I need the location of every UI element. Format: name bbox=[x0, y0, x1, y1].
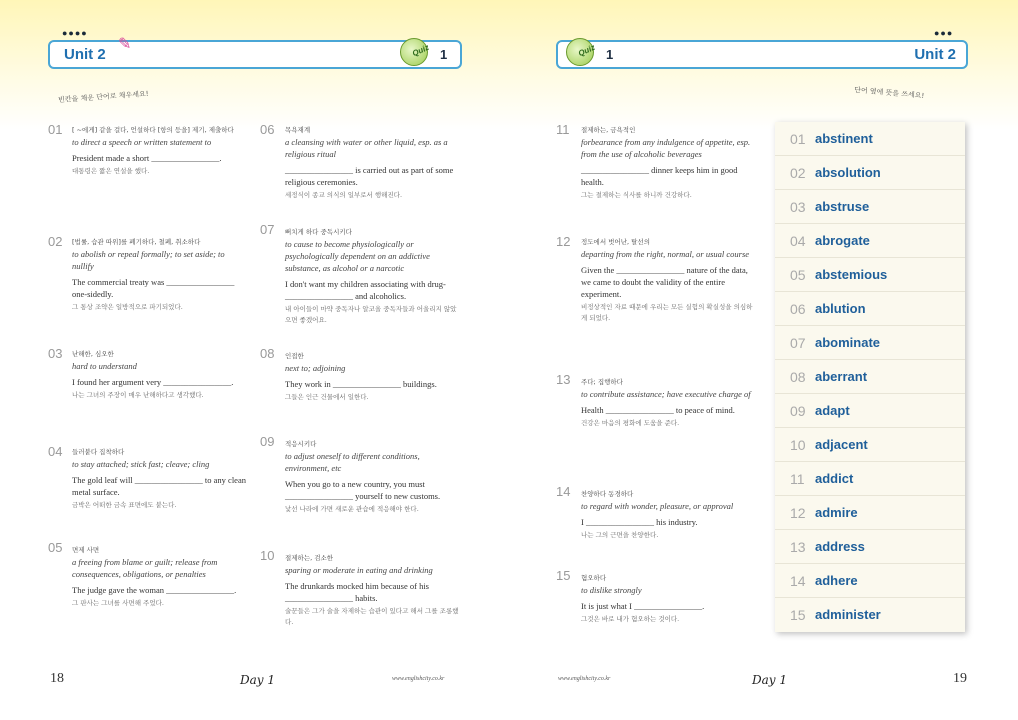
item-example: I ________________ his industry. bbox=[581, 517, 698, 527]
item-korean: [ ~에게] 같을 걸다, 언설하다 [항의 등을] 제기, 제출하다 bbox=[72, 126, 234, 134]
item-definition: a freeing from blame or guilt; release from consequences, obligations, or penalties bbox=[72, 557, 218, 579]
word-text: abominate bbox=[815, 335, 881, 350]
item-translation: 나는 그의 근면을 찬양한다. bbox=[581, 531, 659, 539]
item-translation: 그것은 바로 내가 혐오하는 것이다. bbox=[581, 615, 680, 623]
quiz-item bbox=[72, 236, 247, 313]
item-korean: 주다; 집행하다 bbox=[581, 378, 623, 386]
quiz-item bbox=[285, 124, 460, 201]
item-definition: to contribute assistance; have executive charge of bbox=[581, 389, 751, 399]
day-label: Day 1 bbox=[752, 673, 788, 687]
quiz-item bbox=[72, 348, 247, 401]
word-number: 13 bbox=[790, 539, 806, 555]
site-url: www.englishcity.co.kr bbox=[392, 676, 445, 682]
item-number: 01 bbox=[48, 122, 63, 137]
item-korean: 찬양하다 동경하다 bbox=[581, 490, 634, 498]
item-number: 13 bbox=[556, 372, 571, 387]
word-row bbox=[775, 496, 965, 530]
word-row bbox=[775, 122, 965, 156]
right-instruction: 단어 옆에 뜻을 쓰세요! bbox=[853, 85, 925, 101]
item-translation: 그 통상 조약은 일방적으로 파기되었다. bbox=[72, 303, 183, 311]
item-definition: departing from the right, normal, or usual course bbox=[581, 249, 750, 259]
item-example: The judge gave the woman ________________. bbox=[72, 585, 237, 595]
page-number: 19 bbox=[953, 671, 967, 686]
unit-title: Unit 2 bbox=[64, 46, 106, 63]
item-example: Health ________________ to peace of mind. bbox=[581, 405, 735, 415]
item-korean: 혐오하다 bbox=[581, 574, 607, 582]
item-definition: to direct a speech or written statement to bbox=[72, 137, 212, 147]
item-number: 06 bbox=[260, 122, 275, 137]
item-definition: a cleansing with water or other liquid, esp. as a religious ritual bbox=[285, 137, 448, 159]
item-translation: 금박은 어떠한 금속 표면에도 붙는다. bbox=[72, 501, 177, 509]
word-row bbox=[775, 394, 965, 428]
word-row bbox=[775, 462, 965, 496]
item-definition: sparing or moderate in eating and drinking bbox=[285, 565, 433, 575]
item-example: The gold leaf will ________________ to any clean metal surface. bbox=[72, 475, 246, 497]
item-korean: 난해한, 심오한 bbox=[72, 350, 114, 358]
word-row bbox=[775, 292, 965, 326]
unit-title: Unit 2 bbox=[914, 46, 956, 63]
word-number: 06 bbox=[790, 301, 806, 317]
word-text: addict bbox=[815, 471, 854, 486]
item-korean: [법률, 습관 따위]를 폐기하다, 철폐, 취소하다 bbox=[72, 238, 201, 246]
right-unit-header bbox=[556, 40, 968, 69]
day-label: Day 1 bbox=[240, 673, 276, 687]
quiz-item bbox=[285, 226, 460, 326]
item-korean: 절제하는, 금욕적인 bbox=[581, 126, 636, 134]
item-example: ________________ is carried out as part of some religious ceremonies. bbox=[285, 165, 454, 187]
item-korean: 인접한 bbox=[285, 352, 304, 360]
item-translation: 그는 절제하는 식사를 하니까 건강하다. bbox=[581, 191, 692, 199]
word-number: 10 bbox=[790, 437, 806, 453]
item-translation: 그들은 인근 건물에서 일한다. bbox=[285, 393, 369, 401]
word-row bbox=[775, 156, 965, 190]
quiz-number: 1 bbox=[440, 47, 448, 62]
item-definition: to regard with wonder, pleasure, or approval bbox=[581, 501, 734, 511]
item-number: 05 bbox=[48, 540, 63, 555]
item-translation: 건강은 마음의 평화에 도움을 준다. bbox=[581, 419, 680, 427]
quiz-item bbox=[581, 488, 756, 541]
item-number: 14 bbox=[556, 484, 571, 499]
word-row bbox=[775, 530, 965, 564]
quiz-label: Quiz bbox=[410, 42, 431, 59]
word-number: 14 bbox=[790, 573, 806, 589]
item-number: 02 bbox=[48, 234, 63, 249]
quiz-item bbox=[285, 552, 460, 628]
item-definition: to abolish or repeal formally; to set aside; to nullify bbox=[72, 249, 225, 271]
word-row bbox=[775, 360, 965, 394]
word-text: admire bbox=[815, 505, 858, 520]
pencil-icon: ✎ bbox=[118, 36, 132, 53]
word-number: 07 bbox=[790, 335, 806, 351]
item-example: President made a short ________________. bbox=[72, 153, 222, 163]
item-translation: 내 아이들이 마약 중독자나 알코올 중독자들과 어울리지 않았으면 좋겠어요. bbox=[285, 305, 457, 324]
word-text: abrogate bbox=[815, 233, 870, 248]
word-number: 12 bbox=[790, 505, 806, 521]
word-row bbox=[775, 224, 965, 258]
item-example: The drunkards mocked him because of his ________________ habits. bbox=[285, 581, 429, 603]
item-korean: 정도에서 벗어난, 탈선의 bbox=[581, 238, 650, 246]
item-korean: 절제하는, 검소한 bbox=[285, 554, 334, 562]
item-number: 03 bbox=[48, 346, 63, 361]
word-row bbox=[775, 326, 965, 360]
word-number: 01 bbox=[790, 131, 806, 147]
quiz-item bbox=[72, 544, 247, 609]
item-definition: to cause to become physiologically or psychologically dependent on an addictive substance, as alcohol or a narcotic bbox=[285, 239, 430, 273]
word-number: 15 bbox=[790, 607, 806, 623]
word-text: address bbox=[815, 539, 865, 554]
decorative-dots: ●●● bbox=[934, 28, 954, 38]
quiz-item bbox=[581, 124, 756, 201]
word-text: adhere bbox=[815, 573, 858, 588]
item-example: ________________ dinner keeps him in good health. bbox=[581, 165, 738, 187]
item-korean: 목욕재계 bbox=[285, 126, 311, 134]
item-translation: 낯선 나라에 가면 새로운 관습에 적응해야 한다. bbox=[285, 505, 419, 513]
word-text: adjacent bbox=[815, 437, 868, 452]
item-definition: forbearance from any indulgence of appetite, esp. from the use of alcoholic beverages bbox=[581, 137, 751, 159]
word-text: adapt bbox=[815, 403, 850, 418]
item-translation: 술꾼들은 그가 술을 자제하는 습관이 있다고 해서 그를 조롱했다. bbox=[285, 607, 459, 626]
left-instruction: 빈칸을 채운 단어로 채우세요! bbox=[57, 89, 149, 105]
item-example: They work in ________________ buildings. bbox=[285, 379, 437, 389]
item-korean: 뻐치게 하다 중독시키다 bbox=[285, 228, 352, 236]
word-row bbox=[775, 428, 965, 462]
word-row bbox=[775, 564, 965, 598]
item-definition: to stay attached; stick fast; cleave; cling bbox=[72, 459, 210, 469]
word-row bbox=[775, 190, 965, 224]
item-number: 15 bbox=[556, 568, 571, 583]
page-number: 18 bbox=[50, 671, 64, 686]
word-list-panel bbox=[775, 122, 965, 632]
quiz-item bbox=[72, 446, 247, 511]
item-korean: 면제 사면 bbox=[72, 546, 100, 554]
word-text: ablution bbox=[815, 301, 866, 316]
item-number: 11 bbox=[556, 122, 570, 137]
word-number: 09 bbox=[790, 403, 806, 419]
left-unit-header bbox=[48, 36, 462, 69]
item-korean: 적응시키다 bbox=[285, 440, 317, 448]
item-translation: 세정식이 종교 의식의 일부로서 행해진다. bbox=[285, 191, 403, 199]
item-number: 09 bbox=[260, 434, 275, 449]
item-korean: 들러붙다 집착하다 bbox=[72, 448, 125, 456]
word-text: abstinent bbox=[815, 131, 873, 146]
quiz-number: 1 bbox=[606, 47, 614, 62]
word-text: absolution bbox=[815, 165, 881, 180]
word-number: 03 bbox=[790, 199, 806, 215]
item-example: I found her argument very ________________. bbox=[72, 377, 234, 387]
item-number: 07 bbox=[260, 222, 275, 237]
item-example: The commercial treaty was ________________ one-sidedly. bbox=[72, 277, 235, 299]
item-translation: 비정상적인 자료 때문에 우리는 모든 실험의 확실성을 의심하게 되었다. bbox=[581, 303, 753, 322]
item-definition: hard to understand bbox=[72, 361, 137, 371]
word-number: 08 bbox=[790, 369, 806, 385]
word-text: aberrant bbox=[815, 369, 868, 384]
item-translation: 그 판사는 그녀를 사면해 주었다. bbox=[72, 599, 164, 607]
item-number: 08 bbox=[260, 346, 275, 361]
word-row bbox=[775, 258, 965, 292]
item-number: 04 bbox=[48, 444, 63, 459]
item-translation: 나는 그녀의 주장이 매우 난해하다고 생각했다. bbox=[72, 391, 204, 399]
word-text: administer bbox=[815, 607, 881, 622]
word-text: abstemious bbox=[815, 267, 888, 282]
quiz-item bbox=[72, 124, 247, 177]
site-url: www.englishcity.co.kr bbox=[558, 676, 611, 682]
item-number: 12 bbox=[556, 234, 571, 249]
decorative-dots: ●●●● bbox=[62, 28, 88, 38]
word-number: 11 bbox=[790, 471, 805, 487]
item-definition: to dislike strongly bbox=[581, 585, 642, 595]
item-example: When you go to a new country, you must ________________ yourself to new customs. bbox=[285, 479, 441, 501]
quiz-item bbox=[581, 376, 756, 429]
item-example: Given the ________________ nature of the data, we came to doubt the validity of the entire experiment. bbox=[581, 265, 748, 299]
item-example: I don't want my children associating with drug-________________ and alcoholics. bbox=[285, 279, 446, 301]
word-number: 05 bbox=[790, 267, 806, 283]
item-definition: next to; adjoining bbox=[285, 363, 346, 373]
quiz-item bbox=[581, 236, 756, 324]
item-number: 10 bbox=[260, 548, 275, 563]
quiz-item bbox=[581, 572, 756, 625]
item-definition: to adjust oneself to different conditions, environment, etc bbox=[285, 451, 420, 473]
word-number: 04 bbox=[790, 233, 806, 249]
quiz-item bbox=[285, 438, 460, 515]
word-row bbox=[775, 598, 965, 632]
item-example: It is just what I ________________. bbox=[581, 601, 705, 611]
word-number: 02 bbox=[790, 165, 806, 181]
word-text: abstruse bbox=[815, 199, 870, 214]
quiz-item bbox=[285, 350, 460, 403]
quiz-label: Quiz bbox=[576, 42, 597, 59]
item-translation: 대통령은 짧은 연설을 했다. bbox=[72, 167, 150, 175]
